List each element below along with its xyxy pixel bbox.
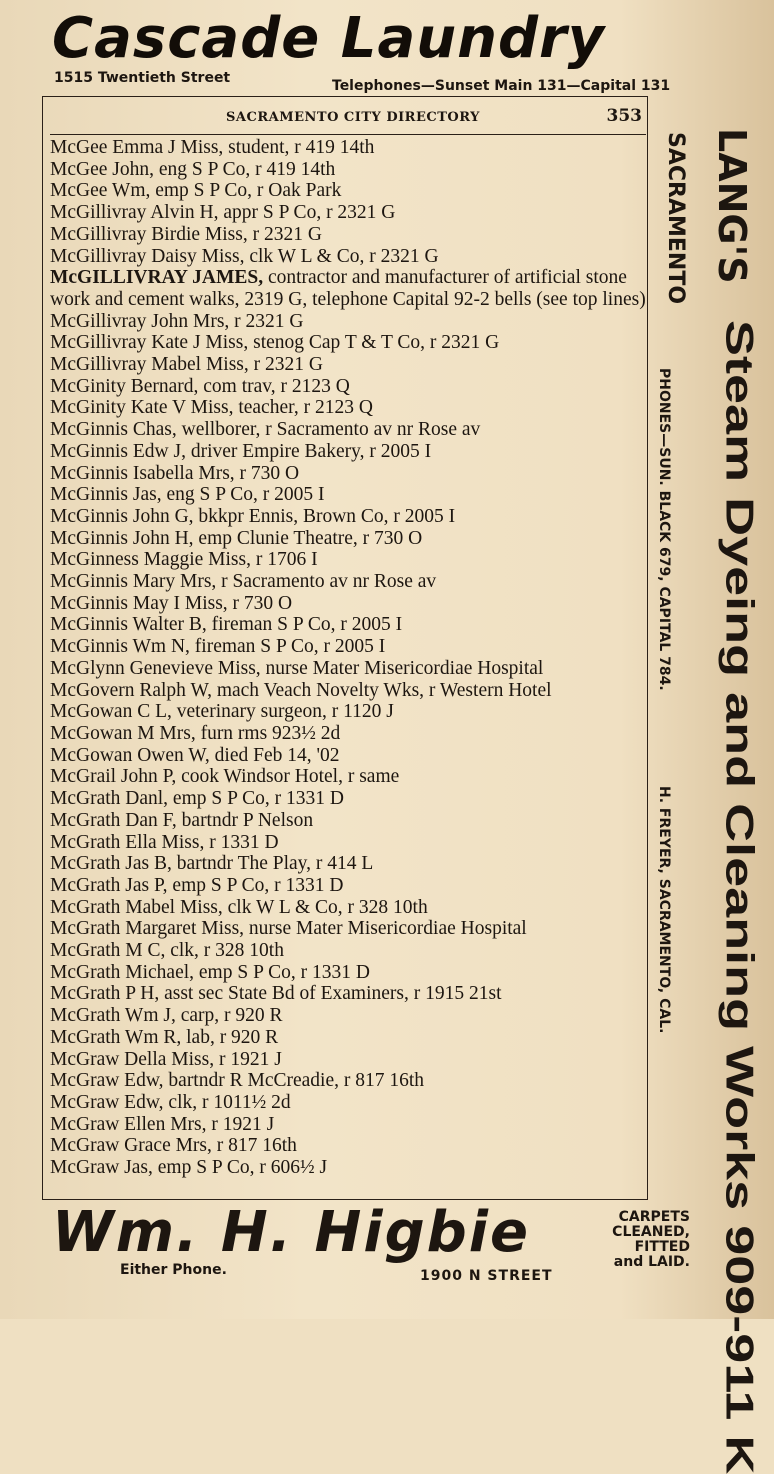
directory-entry: McGinnis John G, bkkpr Ennis, Brown Co, r 2005 I [50, 505, 456, 527]
directory-entry: McGrath Wm R, lab, r 920 R [50, 1026, 279, 1048]
service-line: CARPETS [618, 1209, 690, 1225]
directory-entry: McGinnis Chas, wellborer, r Sacramento av nr Rose av [50, 419, 481, 441]
directory-entry: McGraw Jas, emp S P Co, r 606½ J [50, 1157, 328, 1179]
service-line: and LAID. [613, 1254, 690, 1270]
higbie-services [574, 1210, 690, 1270]
directory-entry: McGinity Bernard, com trav, r 2123 Q [50, 375, 350, 397]
entry-text: contractor and manufacturer of artificial stone work and cement walks, 2319 G, telephone Capital 92-2 bells (see top lines) [50, 267, 646, 310]
directory-entry: McGinnis May I Miss, r 730 O [50, 592, 293, 614]
directory-entry: McGillivray Kate J Miss, stenog Cap T & T Co, r 2321 G [50, 332, 500, 354]
higbie-name: Wm. H. Higbie [52, 1200, 530, 1265]
bottom-advertisement [0, 1200, 774, 1319]
directory-entry: McGillivray Daisy Miss, clk W L & Co, r 2321 G [50, 245, 439, 267]
top-ad-address: 1515 Twentieth Street [54, 70, 231, 86]
directory-entry: McGillivray Birdie Miss, r 2321 G [50, 223, 322, 245]
directory-entry: McGowan Owen W, died Feb 14, '02 [50, 744, 340, 766]
directory-entry: McGinnis Walter B, fireman S P Co, r 2005 I [50, 614, 403, 636]
directory-entry: McGrath Dan F, bartndr P Nelson [50, 809, 314, 831]
side-ad-phones: PHONES—SUN. BLACK 679, CAPITAL 784. [656, 368, 672, 691]
directory-entry: McGrath Mabel Miss, clk W L & Co, r 328 10th [50, 896, 428, 918]
directory-entry: McGrath Ella Miss, r 1331 D [50, 831, 279, 853]
side-ad-city: SACRAMENTO [663, 132, 688, 305]
directory-entry: McGinnis John H, emp Clunie Theatre, r 730 O [50, 527, 423, 549]
directory-entry: McGillivray Mabel Miss, r 2321 G [50, 354, 323, 376]
either-phone: Either Phone. [120, 1262, 227, 1278]
directory-entry: McGraw Edw, bartndr R McCreadie, r 817 16th [50, 1070, 425, 1092]
directory-entry: McGee John, eng S P Co, r 419 14th [50, 158, 336, 180]
directory-entry: McGinnis Isabella Mrs, r 730 O [50, 462, 300, 484]
directory-entry: McGraw Della Miss, r 1921 J [50, 1048, 282, 1070]
side-ad-proprietor: H. FREYER, SACRAMENTO, CAL. [656, 786, 672, 1034]
directory-entry: McGee Wm, emp S P Co, r Oak Park [50, 180, 342, 202]
directory-entry: McGraw Ellen Mrs, r 1921 J [50, 1113, 275, 1135]
directory-entry: McGrath Danl, emp S P Co, r 1331 D [50, 788, 344, 810]
directory-entry: McGinnis Mary Mrs, r Sacramento av nr Rose av [50, 571, 437, 593]
directory-header [50, 106, 646, 135]
directory-entry: McGinity Kate V Miss, teacher, r 2123 Q [50, 397, 373, 419]
directory-entry: McGlynn Genevieve Miss, nurse Mater Misericordiae Hospital [50, 657, 544, 679]
directory-entry: McGraw Grace Mrs, r 817 16th [50, 1135, 297, 1157]
directory-entry: McGillivray Alvin H, appr S P Co, r 2321 G [50, 202, 396, 224]
directory-entry: McGraw Edw, clk, r 1011½ 2d [50, 1091, 291, 1113]
directory-entry: McGrail John P, cook Windsor Hotel, r same [50, 766, 400, 788]
service-line: CLEANED, [612, 1224, 690, 1240]
directory-entry: McGinnis Edw J, driver Empire Bakery, r 2005 I [50, 440, 432, 462]
directory-entry: McGrath Jas P, emp S P Co, r 1331 D [50, 874, 344, 896]
top-ad-phones: Telephones—Sunset Main 131—Capital 131 [332, 78, 671, 94]
directory-entry: McGovern Ralph W, mach Veach Novelty Wks, r Western Hotel [50, 679, 552, 701]
directory-entry: McGrath Jas B, bartndr The Play, r 414 L [50, 853, 374, 875]
directory-entry: McGowan C L, veterinary surgeon, r 1120 J [50, 701, 394, 723]
top-advertisement [0, 0, 774, 100]
directory-entries [50, 137, 646, 1179]
directory-entry: McGinnis Jas, eng S P Co, r 2005 I [50, 484, 325, 506]
directory-entry: McGowan M Mrs, furn rms 923½ 2d [50, 722, 341, 744]
page-number: 353 [606, 106, 642, 126]
directory-entry: McGrath P H, asst sec State Bd of Examiners, r 1915 21st [50, 983, 502, 1005]
directory-entry: McGrath Margaret Miss, nurse Mater Misericordiae Hospital [50, 918, 527, 940]
higbie-street: 1900 N STREET [420, 1268, 553, 1284]
directory-entry: McGinnis Wm N, fireman S P Co, r 2005 I [50, 636, 386, 658]
directory-entry: McGrath M C, clk, r 328 10th [50, 940, 284, 962]
directory-entry: McGee Emma J Miss, student, r 419 14th [50, 137, 375, 158]
directory-title: SACRAMENTO CITY DIRECTORY [226, 110, 480, 125]
side-ad-name: LANG'S [710, 128, 754, 284]
service-line: FITTED [634, 1239, 690, 1255]
cascade-laundry-title: Cascade Laundry [52, 6, 606, 71]
directory-entry [50, 267, 646, 310]
directory-entry: McGrath Wm J, carp, r 920 R [50, 1005, 283, 1027]
entry-bold-name: McGILLIVRAY JAMES, [50, 267, 264, 289]
directory-entry: McGillivray John Mrs, r 2321 G [50, 310, 304, 332]
side-ad-main: Steam Dyeing and Cleaning Works 909-911 K [718, 320, 762, 1474]
directory-entry: McGinness Maggie Miss, r 1706 I [50, 549, 318, 571]
directory-entry: McGrath Michael, emp S P Co, r 1331 D [50, 961, 370, 983]
